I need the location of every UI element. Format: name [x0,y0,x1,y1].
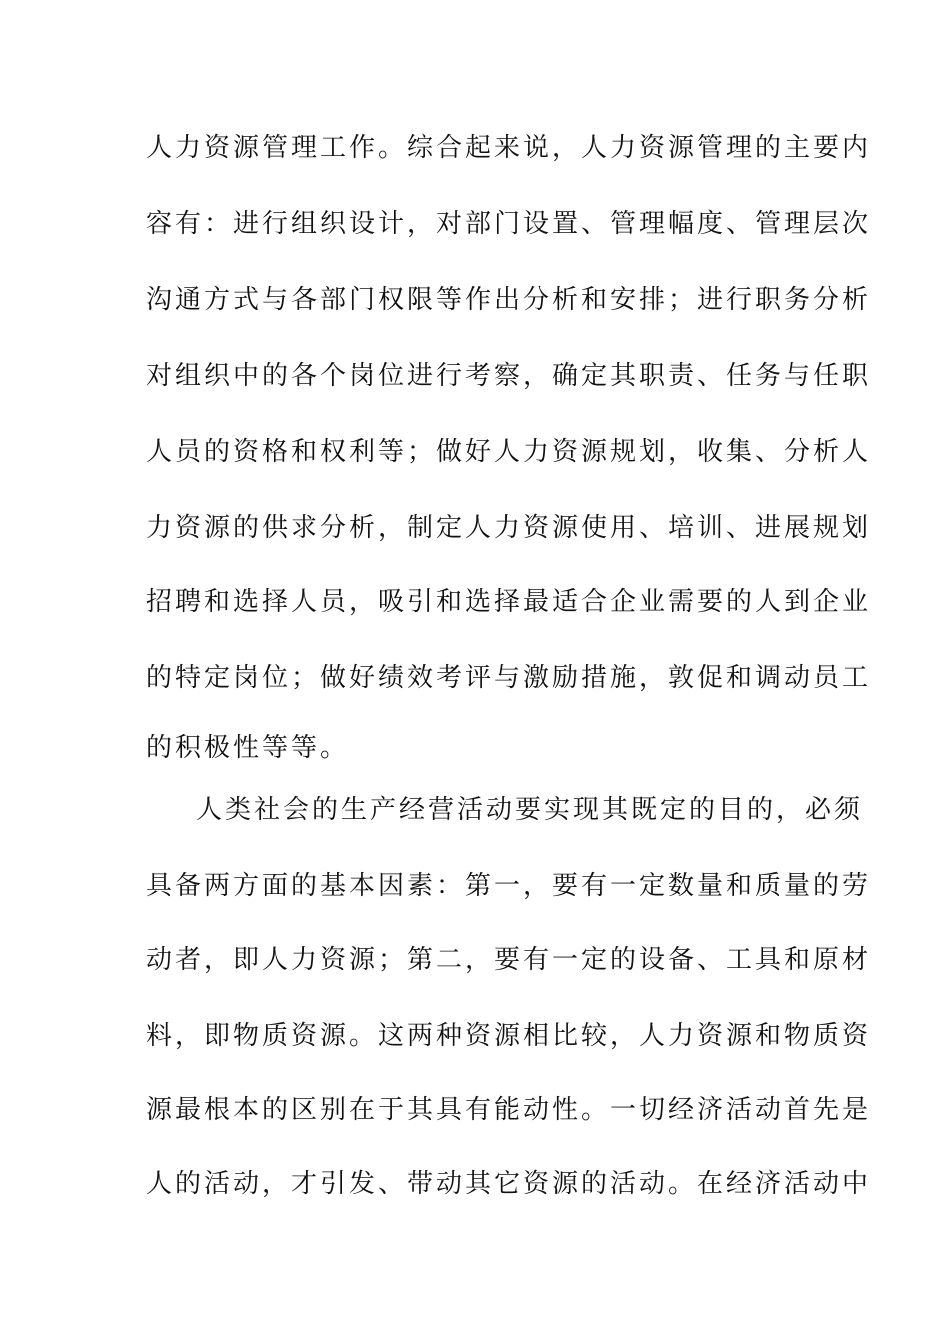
paragraph-1-line-1: 人力资源管理工作。综合起来说，人力资源管理的主要内 [146,133,872,163]
paragraph-2-line-6: 人的活动，才引发、带动其它资源的活动。在经济活动中 [146,1169,872,1199]
paragraph-2-line-4: 料，即物质资源。这两种资源相比较，人力资源和物质资 [146,1021,872,1051]
paragraph-1-line-9: 的积极性等等。 [146,733,350,763]
paragraph-1-line-8: 的特定岗位；做好绩效考评与激励措施，敦促和调动员工 [146,663,872,693]
paragraph-1-line-4: 对组织中的各个岗位进行考察，确定其职责、任务与任职 [146,361,872,391]
paragraph-2-line-2: 具备两方面的基本因素：第一，要有一定数量和质量的劳 [146,871,872,901]
paragraph-1-line-7: 招聘和选择人员，吸引和选择最适合企业需要的人到企业 [146,587,872,617]
paragraph-1-line-2: 容有：进行组织设计，对部门设置、管理幅度、管理层次 [146,209,872,239]
paragraph-2-line-3: 动者，即人力资源；第二，要有一定的设备、工具和原材 [146,945,872,975]
paragraph-2-line-5: 源最根本的区别在于其具有能动性。一切经济活动首先是 [146,1095,872,1125]
paragraph-1-line-6: 力资源的供求分析，制定人力资源使用、培训、进展规划 [146,513,872,543]
paragraph-2-line-1: 人类社会的生产经营活动要实现其既定的目的，必须 [196,795,864,825]
paragraph-1-line-5: 人员的资格和权利等；做好人力资源规划，收集、分析人 [146,437,872,467]
paragraph-1-line-3: 沟通方式与各部门权限等作出分析和安排；进行职务分析 [146,285,872,315]
